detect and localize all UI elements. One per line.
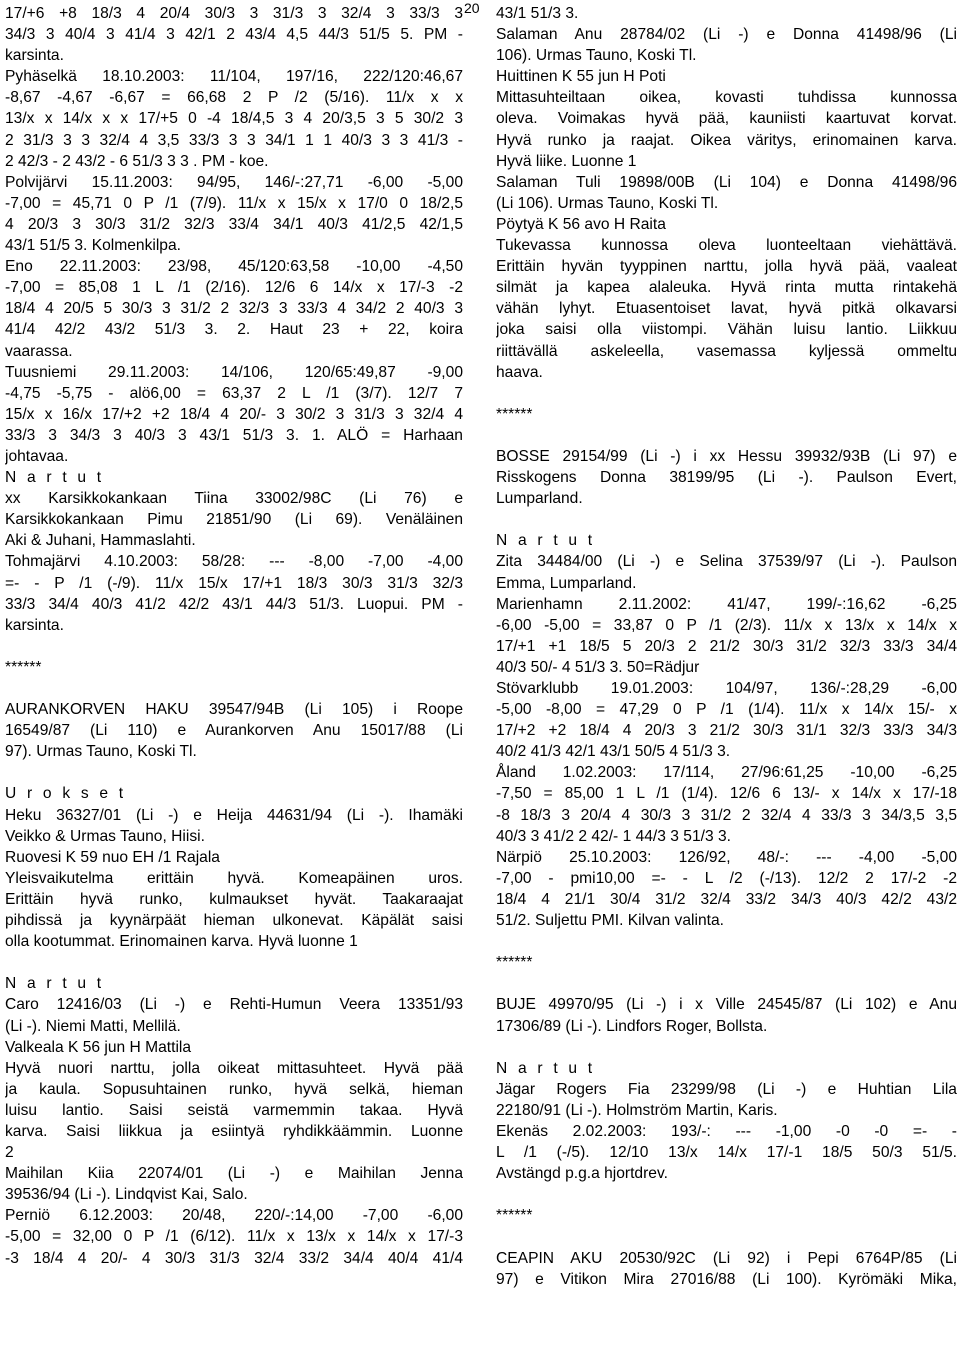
text-line: -7,00 = 85,08 1 L /1 (2/16). 12/6 6 14/x x 17/-3 -2 (5, 279, 463, 297)
text-line: ****** (5, 658, 42, 676)
blank-line (5, 762, 463, 783)
text-line: -7,00 = 45,71 0 P /1 (7/9). 11/x x 15/x x 17/0 0 18/2,5 (5, 194, 463, 212)
text-line: Jägar Rogers Fia 23299/98 (Li -) e Huhtian Lila (496, 1080, 957, 1098)
text-line: BOSSE 29154/99 (Li -) i xx Hessu 39932/93B (Li 97) e (496, 447, 957, 465)
text-line: 97) e Vitikon Mira 27016/88 (Li 100). Kyrömäki Mika, (496, 1270, 957, 1288)
blank-line (496, 973, 957, 994)
text-line: CEAPIN AKU 20530/92C (Li 92) i Pepi 6764P/85 (Li (496, 1249, 957, 1267)
text-line: Caro 12416/03 (Li -) e Rehti-Humun Veera 13351/93 (5, 996, 463, 1014)
text-line: Hyvä nuori narttu, jolla oikeat mittasuhteet. Hyvä pää (5, 1059, 463, 1077)
text-line: olla kootummat. Erinomainen karva. Hyvä luonne 1 (5, 933, 358, 951)
text-line: 17/+1 +1 18/5 5 20/3 2 21/2 30/3 31/2 32/3 33/3 34/4 (496, 637, 957, 655)
text-line: BUJE 49970/95 (Li -) i x Ville 24545/87 (Li 102) e Anu (496, 996, 957, 1014)
blank-line (496, 1184, 957, 1205)
blank-line (5, 636, 463, 657)
text-line: Salaman Anu 28784/02 (Li -) e Donna 41498/96 (Li (496, 26, 957, 44)
blank-line (496, 425, 957, 446)
text-line: 40/3 3 41/2 2 42/- 1 44/3 3 51/3 3. (496, 827, 731, 845)
text-line: 43/1 51/3 3. (496, 5, 579, 22)
blank-line (496, 1226, 957, 1247)
text-line: 17/+6 +8 18/3 4 20/4 30/3 3 31/3 3 32/4 3 33/3 3 (5, 5, 463, 22)
text-line: Salaman Tuli 19898/00B (Li 104) e Donna 41498/96 (496, 173, 957, 191)
text-line: Lumparland. (496, 490, 583, 508)
text-line: -3 18/4 4 20/- 4 30/3 31/3 32/4 33/2 34/4 40/4 41/4 (5, 1249, 463, 1267)
text-line: Ruovesi K 59 nuo EH /1 Rajala (5, 848, 220, 866)
blank-line (5, 678, 463, 699)
text-line: 16549/87 (Li 110) e Aurankorven Anu 15017/88 (Li (5, 722, 463, 740)
text-line: Pöytyä K 56 avo H Raita (496, 215, 666, 233)
text-line: Huittinen K 55 jun H Poti (496, 68, 666, 86)
left-column (5, 3, 463, 1269)
text-line: Perniö 6.12.2003: 20/48, 220/-:14,00 -7,00 -6,00 (5, 1207, 463, 1225)
text-line: -7,00 - pmi10,00 =- - L /2 (-/13). 12/2 2 17/-2 -2 (496, 869, 957, 887)
text-line: N a r t u t (5, 469, 105, 487)
text-line: L /1 (-/5). 12/10 13/x 14/x 17/-1 18/5 50/3 51/5. (496, 1144, 957, 1162)
text-line: 33/3 34/4 40/3 41/2 42/2 43/1 44/3 51/3. Luopui. PM - (5, 595, 463, 613)
text-line: silmät ja kapea alaleuka. Hyvä rinta mutta rintakehä (496, 279, 957, 297)
text-line: johtavaa. (5, 447, 69, 465)
text-line: 18/4 4 21/1 30/4 31/2 32/4 33/2 34/3 40/3 42/2 43/2 (496, 890, 957, 908)
text-line: 106). Urmas Tauno, Koski Tl. (496, 47, 697, 65)
blank-line (5, 952, 463, 973)
text-line: joka saisi olla viistompi. Vähän luisu lantio. Liikkuu (496, 321, 957, 339)
text-line: Veikko & Urmas Tauno, Hiisi. (5, 827, 205, 845)
text-line: 33/3 3 34/3 3 40/3 3 43/1 51/3 3. 1. ALÖ = Harhaan (5, 426, 463, 444)
text-line: 43/1 51/5 3. Kolmenkilpa. (5, 237, 181, 255)
text-line: ja kaula. Sopusuhtainen runko, hyvä selkä, hieman (5, 1080, 463, 1098)
text-line: 40/2 41/3 42/1 43/1 50/5 4 51/3 3. (496, 743, 731, 761)
text-line: 17/+2 +2 18/4 4 20/3 3 21/2 30/3 31/1 32/3 33/3 34/3 (496, 722, 957, 740)
text-line: Valkeala K 56 jun H Mattila (5, 1038, 192, 1056)
text-line: Åland 1.02.2003: 17/114, 27/96:61,25 -10,00 -6,25 (496, 764, 957, 782)
text-line: Tukevassa kunnossa oleva luonteeltaan viehättävä. (496, 237, 957, 255)
text-line: karsinta. (5, 616, 64, 634)
text-line: Hyvä runko ja raajat. Oikea väritys, erinomainen karva. (496, 131, 957, 149)
text-line: Hyvä liike. Luonne 1 (496, 152, 637, 170)
text-line: -7,50 = 85,00 1 L /1 (1/4). 12/6 6 13/- x 14/x x 17/-18 (496, 785, 957, 803)
text-line: 41/4 42/2 43/2 51/3 3. 2. Haut 23 + 22, koira (5, 321, 463, 339)
text-line: 22180/91 (Li -). Holmström Martin, Karis. (496, 1101, 778, 1119)
text-line: Tuusniemi 29.11.2003: 14/106, 120/65:49,87 -9,00 (5, 363, 463, 381)
blank-line (496, 383, 957, 404)
text-line: karva. Saisi liikkua ja esiintyä ryhdikkäämmin. Luonne (5, 1122, 463, 1140)
text-line: Tohmajärvi 4.10.2003: 58/28: --- -8,00 -7,00 -4,00 (5, 553, 463, 571)
text-line: Marienhamn 2.11.2002: 41/47, 199/-:16,62 -6,25 (496, 595, 957, 613)
text-line: (Li -). Niemi Matti, Mellilä. (5, 1017, 181, 1035)
text-line: Eno 22.11.2003: 23/98, 45/120:63,58 -10,00 -4,50 (5, 258, 463, 276)
text-line: -8,67 -4,67 -6,67 = 66,68 2 P /2 (5/16). 11/x x x (5, 89, 463, 107)
text-line: 39536/94 (Li -). Lindqvist Kai, Salo. (5, 1186, 248, 1204)
text-line: -4,75 -5,75 - alö6,00 = 63,37 2 L /1 (3/7). 12/7 7 (5, 384, 463, 402)
text-line: Mittasuhteiltaan oikea, kovasti tuhdissa kunnossa (496, 89, 957, 107)
text-line: Erittäin hyvän tyyppinen narttu, jolla hyvä pää, vaaleat (496, 258, 957, 276)
text-line: =- - P /1 (-/9). 11/x 15/x 17/+1 18/3 30/3 31/3 32/3 (5, 574, 463, 592)
text-line: Maihilan Kiia 22074/01 (Li -) e Maihilan Jenna (5, 1165, 463, 1183)
text-line: -5,00 -8,00 = 47,29 0 P /1 (1/4). 11/x x 14/x 15/- x (496, 701, 957, 719)
text-line: -6,00 -5,00 = 33,87 0 P /1 (2/3). 11/x x 13/x x 14/x x (496, 616, 957, 634)
blank-line (496, 509, 957, 530)
text-line: -5,00 = 32,00 0 P /1 (6/12). 11/x x 13/x x 14/x x 17/-3 (5, 1228, 463, 1246)
text-line: N a r t u t (496, 532, 596, 550)
text-line: 4 20/3 3 30/3 31/2 32/3 33/4 34/1 40/3 41/2,5 42/1,5 (5, 215, 463, 233)
text-line: karsinta. (5, 47, 64, 65)
text-line: 34/3 3 40/4 3 41/4 3 42/1 2 43/4 4,5 44/3 51/5 5. PM - (5, 26, 463, 44)
text-line: 18/4 4 20/5 5 30/3 3 31/2 2 32/3 3 33/3 4 34/2 2 40/3 3 (5, 300, 463, 318)
text-line: 2 31/3 3 3 32/4 4 3,5 33/3 3 3 34/1 1 1 40/3 3 3 41/3 - (5, 131, 463, 149)
text-line: (Li 106). Urmas Tauno, Koski Tl. (496, 194, 719, 212)
text-line: Emma, Lumparland. (496, 574, 637, 592)
text-line: N a r t u t (5, 975, 105, 993)
text-line: Zita 34484/00 (Li -) e Selina 37539/97 (Li -). Paulson (496, 553, 957, 571)
text-line: Ekenäs 2.02.2003: 193/-: --- -1,00 -0 -0 =- - (496, 1122, 957, 1140)
text-line: vaarassa. (5, 342, 73, 360)
blank-line (496, 931, 957, 952)
blank-line (496, 1037, 957, 1058)
text-line: 40/3 50/- 4 51/3 3. 50=Rädjur (496, 658, 700, 676)
text-line: 2 (5, 1144, 14, 1162)
text-line: vähän lyhyt. Etuasentoiset lavat, hyvä pitkä olkavarsi (496, 300, 957, 318)
text-line: 13/x x 14/x x x 17/+5 0 -4 18/4,5 3 4 20/3,5 3 5 30/2 3 (5, 110, 463, 128)
text-line: N a r t u t (496, 1059, 596, 1077)
text-line: haava. (496, 363, 543, 381)
text-line: Heku 36327/01 (Li -) e Heija 44631/94 (Li -). Ihamäki (5, 806, 463, 824)
text-line: ****** (496, 954, 533, 972)
text-line: 51/2. Suljettu PMI. Kilvan valinta. (496, 912, 724, 930)
text-line: AURANKORVEN HAKU 39547/94B (Li 105) i Roope (5, 701, 463, 719)
text-line: luisu lantio. Saisi seistä varmemmin takaa. Hyvä (5, 1101, 463, 1119)
text-line: -8 18/3 3 20/4 4 30/3 3 31/2 2 32/4 4 33/3 3 34/3,5 3,5 (496, 806, 957, 824)
text-line: Avstängd p.g.a hjortdrev. (496, 1165, 668, 1183)
page-number: 20 (464, 0, 480, 16)
text-line: Yleisvaikutelma erittäin hyvä. Komeapäinen uros. (5, 869, 463, 887)
text-line: riittävällä askeleella, vasemassa kyljessä ommeltu (496, 342, 957, 360)
text-line: Närpiö 25.10.2003: 126/92, 48/-: --- -4,00 -5,00 (496, 848, 957, 866)
text-line: Erittäin hyvä runko, kulmaukset hyvät. Taakaraajat (5, 890, 463, 908)
text-line: 2 42/3 - 2 43/2 - 6 51/3 3 3 . PM - koe. (5, 152, 269, 170)
text-line: ****** (496, 405, 533, 423)
text-line: Karsikkokankaan Pimu 21851/90 (Li 69). Venäläinen (5, 511, 463, 529)
text-line: Stövarklubb 19.01.2003: 104/97, 136/-:28,29 -6,00 (496, 680, 957, 697)
text-line: Aki & Juhani, Hammaslahti. (5, 532, 196, 550)
text-line: pihdissä ja kyynärpäät hieman ulkonevat. Käpälät saisi (5, 912, 463, 930)
text-line: oleva. Voimakas hyvä pää, kauniisti kaartuvat korvat. (496, 110, 957, 128)
text-line: Pyhäselkä 18.10.2003: 11/104, 197/16, 222/120:46,67 (5, 68, 463, 86)
text-line: 17306/89 (Li -). Lindfors Roger, Bollsta. (496, 1017, 768, 1035)
text-line: Risskogens Donna 38199/95 (Li -). Paulson Evert, (496, 469, 957, 487)
text-line: 97). Urmas Tauno, Koski Tl. (5, 743, 197, 761)
text-line: ****** (496, 1207, 533, 1225)
text-line: 15/x x 16/x 17/+2 +2 18/4 4 20/- 3 30/2 3 31/3 3 32/4 4 (5, 405, 463, 423)
text-line: xx Karsikkokankaan Tiina 33002/98C (Li 76) e (5, 490, 463, 508)
text-line: Polvijärvi 15.11.2003: 94/95, 146/-:27,71 -6,00 -5,00 (5, 173, 463, 191)
text-line: U r o k s e t (5, 785, 127, 803)
right-column (496, 3, 957, 1290)
